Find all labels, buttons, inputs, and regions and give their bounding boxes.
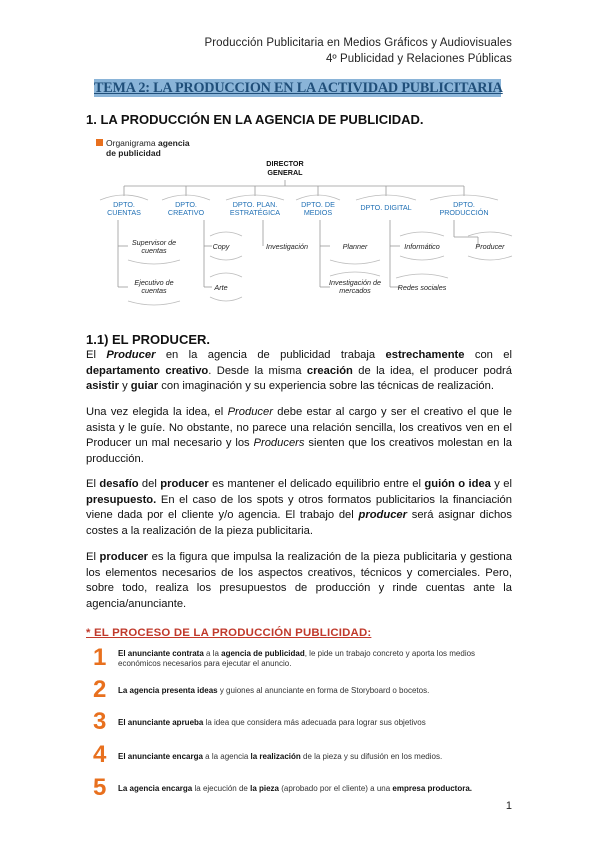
step-number-1: 1 (93, 644, 107, 671)
org-dept-creativo-l2: CREATIVO (167, 208, 205, 217)
org-sub-supervisor-l2: cuentas (141, 246, 167, 255)
org-sub-redes: Redes sociales (397, 283, 447, 292)
org-sub-arte: Arte (214, 283, 228, 292)
step-text-4: El anunciante encarga a la agencia la realización de la pieza y su difusión en los medios. (118, 752, 443, 761)
step-text-3: El anunciante aprueba la idea que considera más adecuada para lograr sus objetivos (118, 718, 426, 727)
org-sub-producer: Producer (475, 242, 505, 251)
org-sub-supervisor-l1: Supervisor de (131, 238, 177, 247)
orgchart-legend: Organigrama agencia de publicidad (96, 138, 190, 158)
step-text-5: La agencia encarga la ejecución de la pieza (aprobado por el cliente) a una empresa productora. (118, 784, 472, 793)
org-sub-investigacion: Investigación (266, 242, 308, 251)
section-heading-1: 1. LA PRODUCCIÓN EN LA AGENCIA DE PUBLICIDAD. (86, 112, 424, 127)
org-dept-plan-l2: ESTRATÉGICA (229, 208, 281, 217)
document-title: TEMA 2: LA PRODUCCION EN LA ACTIVIDAD PUBLICITARIA (94, 80, 503, 96)
paragraph-4: El producer es la figura que impulsa la realización de la pieza publicitaria y gestiona los elementos necesarios de los aspectos creativos, técnicos y comerciales. Pero, sobre todo, realiza los presupuestos de producción y rinde cuentas ante la agencia/anunciante. (86, 551, 512, 610)
org-dept-medios-l1: DPTO. DE (301, 200, 335, 209)
process-title: * EL PROCESO DE LA PRODUCCIÓN PUBLICIDAD: (86, 627, 372, 639)
header-course-title: Producción Publicitaria en Medios Gráficos y Audiovisuales (204, 37, 512, 49)
paragraph-2: Una vez elegida la idea, el Producer debe estar al cargo y ser el creativo el que le asista y le guíe. No obstante, no parece una relación sencilla, los creativos ven en el Producer un mal necesario y los Producers sienten que los creativos molestan en la producción. (86, 406, 512, 465)
step-number-3: 3 (93, 708, 107, 735)
org-sub-invmercados-l2: mercados (339, 286, 371, 295)
org-dept-produccion-l2: PRODUCCIÓN (439, 208, 489, 217)
org-dept-medios-l2: MEDIOS (303, 208, 333, 217)
org-dept-cuentas-l1: DPTO. (113, 200, 135, 209)
page-number: 1 (505, 800, 512, 812)
org-sub-invmercados-l1: Investigación de (329, 278, 381, 287)
org-dept-digital: DPTO. DIGITAL (360, 203, 412, 212)
org-dept-produccion-l1: DPTO. (453, 200, 475, 209)
step-number-4: 4 (93, 741, 107, 768)
org-dept-cuentas-l2: CUENTAS (107, 208, 141, 217)
org-sub-ejecutivo-l2: cuentas (141, 286, 167, 295)
org-sub-ejecutivo-l1: Ejecutivo de (134, 278, 174, 287)
org-sub-informatico: Informático (404, 242, 440, 251)
step-number-2: 2 (93, 676, 107, 703)
step-text-2: La agencia presenta ideas y guiones al anunciante en forma de Storyboard o bocetos. (118, 686, 430, 695)
org-dept-creativo-l1: DPTO. (175, 200, 197, 209)
paragraph-3: El desafío del producer es mantener el delicado equilibrio entre el guión o idea y el presupuesto. En el caso de los spots y otros formatos publicitarios la financiación viene dada por el cliente y/o agencia. El trabajo del producer será asignar dichos costes a la realización de la pieza publicitaria. (86, 478, 512, 537)
org-root-line2: GENERAL (267, 168, 303, 177)
step-number-5: 5 (93, 774, 107, 801)
header-degree: 4º Publicidad y Relaciones Públicas (325, 53, 512, 65)
section-heading-1-1: 1.1) EL PRODUCER. (86, 332, 211, 347)
org-sub-copy: Copy (212, 242, 230, 251)
paragraph-1: El Producer en la agencia de publicidad trabaja estrechamente con el departamento creativo. Desde la misma creación de la idea, el producer podrá asistir y guiar con imaginación y su experiencia sobre las técnicas de realización. (86, 349, 513, 392)
org-sub-planner: Planner (342, 242, 368, 251)
org-dept-plan-l1: DPTO. PLAN. (232, 200, 278, 209)
org-root-line1: DIRECTOR (266, 159, 304, 168)
step-text-1: El anunciante contrata a la agencia de publicidad, le pide un trabajo concreto y aporta los medios económicos necesarios para ejecutar el anuncio. (118, 649, 476, 668)
